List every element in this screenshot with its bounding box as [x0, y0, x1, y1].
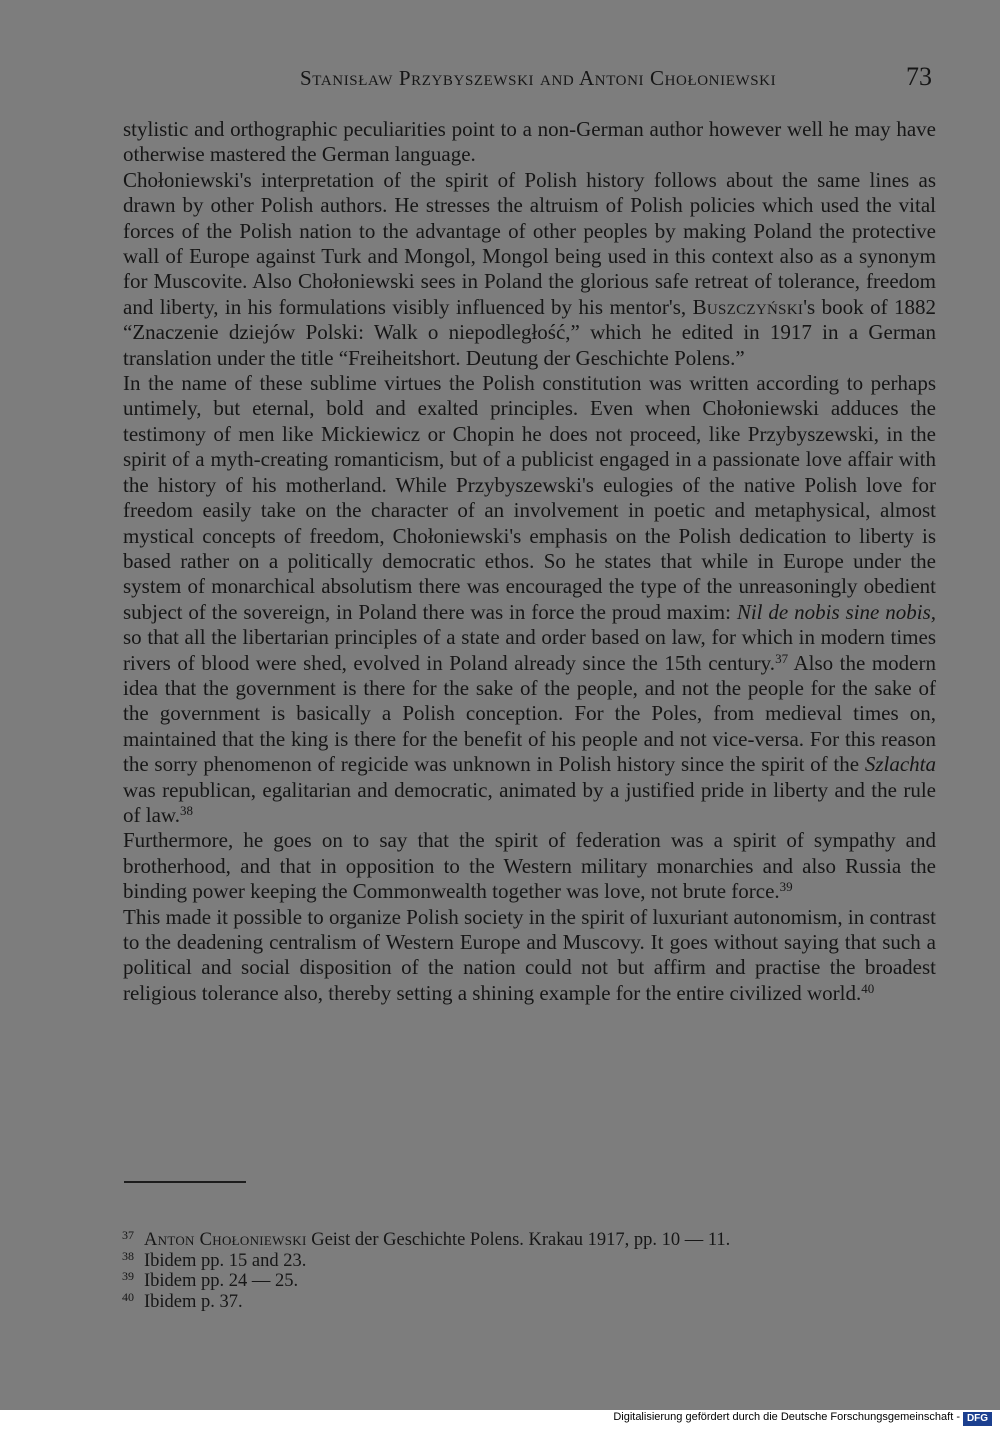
paragraph-5	[123, 905, 936, 1007]
paragraph-4-text: Furthermore, he goes on to say that the spirit of federation was a spirit of sympathy and brotherhood, and that in opposition to the Western military monarchies and also Russia the binding power keeping the Commonwealth together was love, not brute force.	[123, 828, 936, 904]
page-header	[0, 62, 1000, 102]
paragraph-2-text: Chołoniewski's interpretation of the spirit of Polish history follows about the same lines as drawn by other Polish authors. He stresses the altruism of Polish policies which used the vital forces of the Polish nation to the advantage of other peoples by making Poland the protective wall of Europe against Turk and Mongol, Mongol being used in this context also as a synonym for Muscovite. Also Chołoniewski sees in Poland the glorious safe retreat of tolerance, freedom and liberty, in his formulations visibly influenced by his mentor's,	[123, 167, 936, 319]
footnote-39: 39 Ibidem pp. 24 — 25.	[122, 1269, 299, 1291]
footnote-author: Anton Chołoniewski	[144, 1230, 307, 1250]
footnote-ref-40[interactable]: 40	[861, 980, 875, 996]
digitization-credit: Digitalisierung gefördert durch die Deutsche Forschungsgemeinschaft -	[613, 1411, 960, 1423]
paragraph-1: stylistic and orthographic peculiarities point to a non-German author however well he may have otherwise mastered the German language.	[123, 117, 936, 167]
footnote-38: 38 Ibidem pp. 15 and 23.	[122, 1248, 307, 1271]
footnote-ref-37[interactable]: 37	[775, 650, 789, 666]
paragraph-5-text: This made it possible to organize Polish society in the spirit of luxuriant autonomism, in contrast to the deadening centralism of Western Europe and Muscovy. It goes without saying that such a political and social disposition of the nation could not but affirm and practise the broadest religious tolerance also, thereby setting a shining example for the entire civilized world.	[123, 904, 936, 1005]
footnote-40: 40 Ibidem p. 37.	[122, 1289, 243, 1312]
footnote-ref-38[interactable]: 38	[179, 802, 193, 818]
running-head: Stanisław Przybyszewski and Antoni Chołoniewski	[300, 66, 777, 90]
paragraph-3	[123, 371, 936, 828]
footnote-text: Ibidem p. 37.	[144, 1291, 243, 1312]
digitization-footer	[0, 1410, 1000, 1430]
footnote-text: Geist der Geschichte Polens. Krakau 1917, pp. 10 — 11.	[306, 1230, 731, 1250]
footnote-text: Ibidem pp. 24 — 25.	[144, 1271, 299, 1291]
paragraph-3-text-c: Also the modern idea that the government is there for the sake of the people, and not the people for the sake of the government is basically a Polish conception. For the Poles, from medieval times on, maintained that the king is there for the benefit of his people and not vice-versa. For this reason the sorry phenomenon of regicide was unknown in Polish history since the spirit of the	[123, 650, 936, 777]
paragraph-3-text-a: In the name of these sublime virtues the Polish constitution was written according to perhaps untimely, but eternal, bold and exalted principles. Even when Chołoniewski adduces the testimony of men like Mickiewicz or Chopin he does not proceed, like Przybyszewski, in the spirit of a myth-creating romanticism, but of a publicist engaged in a passionate love affair with the history of his motherland. While Przybyszewski's eulogies of the native Polish love for freedom easily take on the character of an involvement in poetic and metaphysical, almost mystical concepts of freedom, Chołoniewski's emphasis on the Polish dedication to liberty is based rather on a politically democratic ethos. So he states that while in Europe under the system of monarchical absolutism there was encouraged the type of the unreasoningly obedient subject of the sovereign, in Poland there was in force the proud maxim:	[123, 371, 936, 624]
footnote-37: 37 Anton Chołoniewski Geist der Geschichte Polens. Krakau 1917, pp. 10 — 11.	[122, 1228, 731, 1250]
footnote-ref-39[interactable]: 39	[779, 879, 793, 895]
term-szlachta: Szlachta	[864, 752, 936, 777]
footnote-text: Ibidem pp. 15 and 23.	[144, 1250, 307, 1271]
footnote-separator	[124, 1181, 246, 1183]
dfg-logo-icon: DFG	[963, 1412, 992, 1426]
paragraph-2-end: 's book of 1882 “Znaczenie dziejów Polski: Walk o niepodległość,” which he edited in 1917 in a German translation under the title “Freiheitshort. Deutung der Geschichte Polens.”	[123, 294, 936, 370]
footnotes	[122, 1230, 922, 1312]
paragraph-3-text-d: was republican, egalitarian and democratic, animated by a justified pride in liberty and the rule of law.	[123, 777, 936, 827]
body-text	[123, 117, 936, 1006]
page-number: 73	[906, 62, 932, 91]
author-name-buszczynski: Buszczyński	[692, 294, 804, 319]
paragraph-4	[123, 828, 936, 904]
paragraph-2	[123, 168, 936, 371]
paragraph-3-text-b: so that all the libertarian principles of a state and order based on law, for which in modern times rivers of blood were shed, evolved in Poland already since the 15th century.	[123, 625, 936, 675]
latin-maxim: Nil de nobis sine nobis,	[736, 599, 937, 624]
